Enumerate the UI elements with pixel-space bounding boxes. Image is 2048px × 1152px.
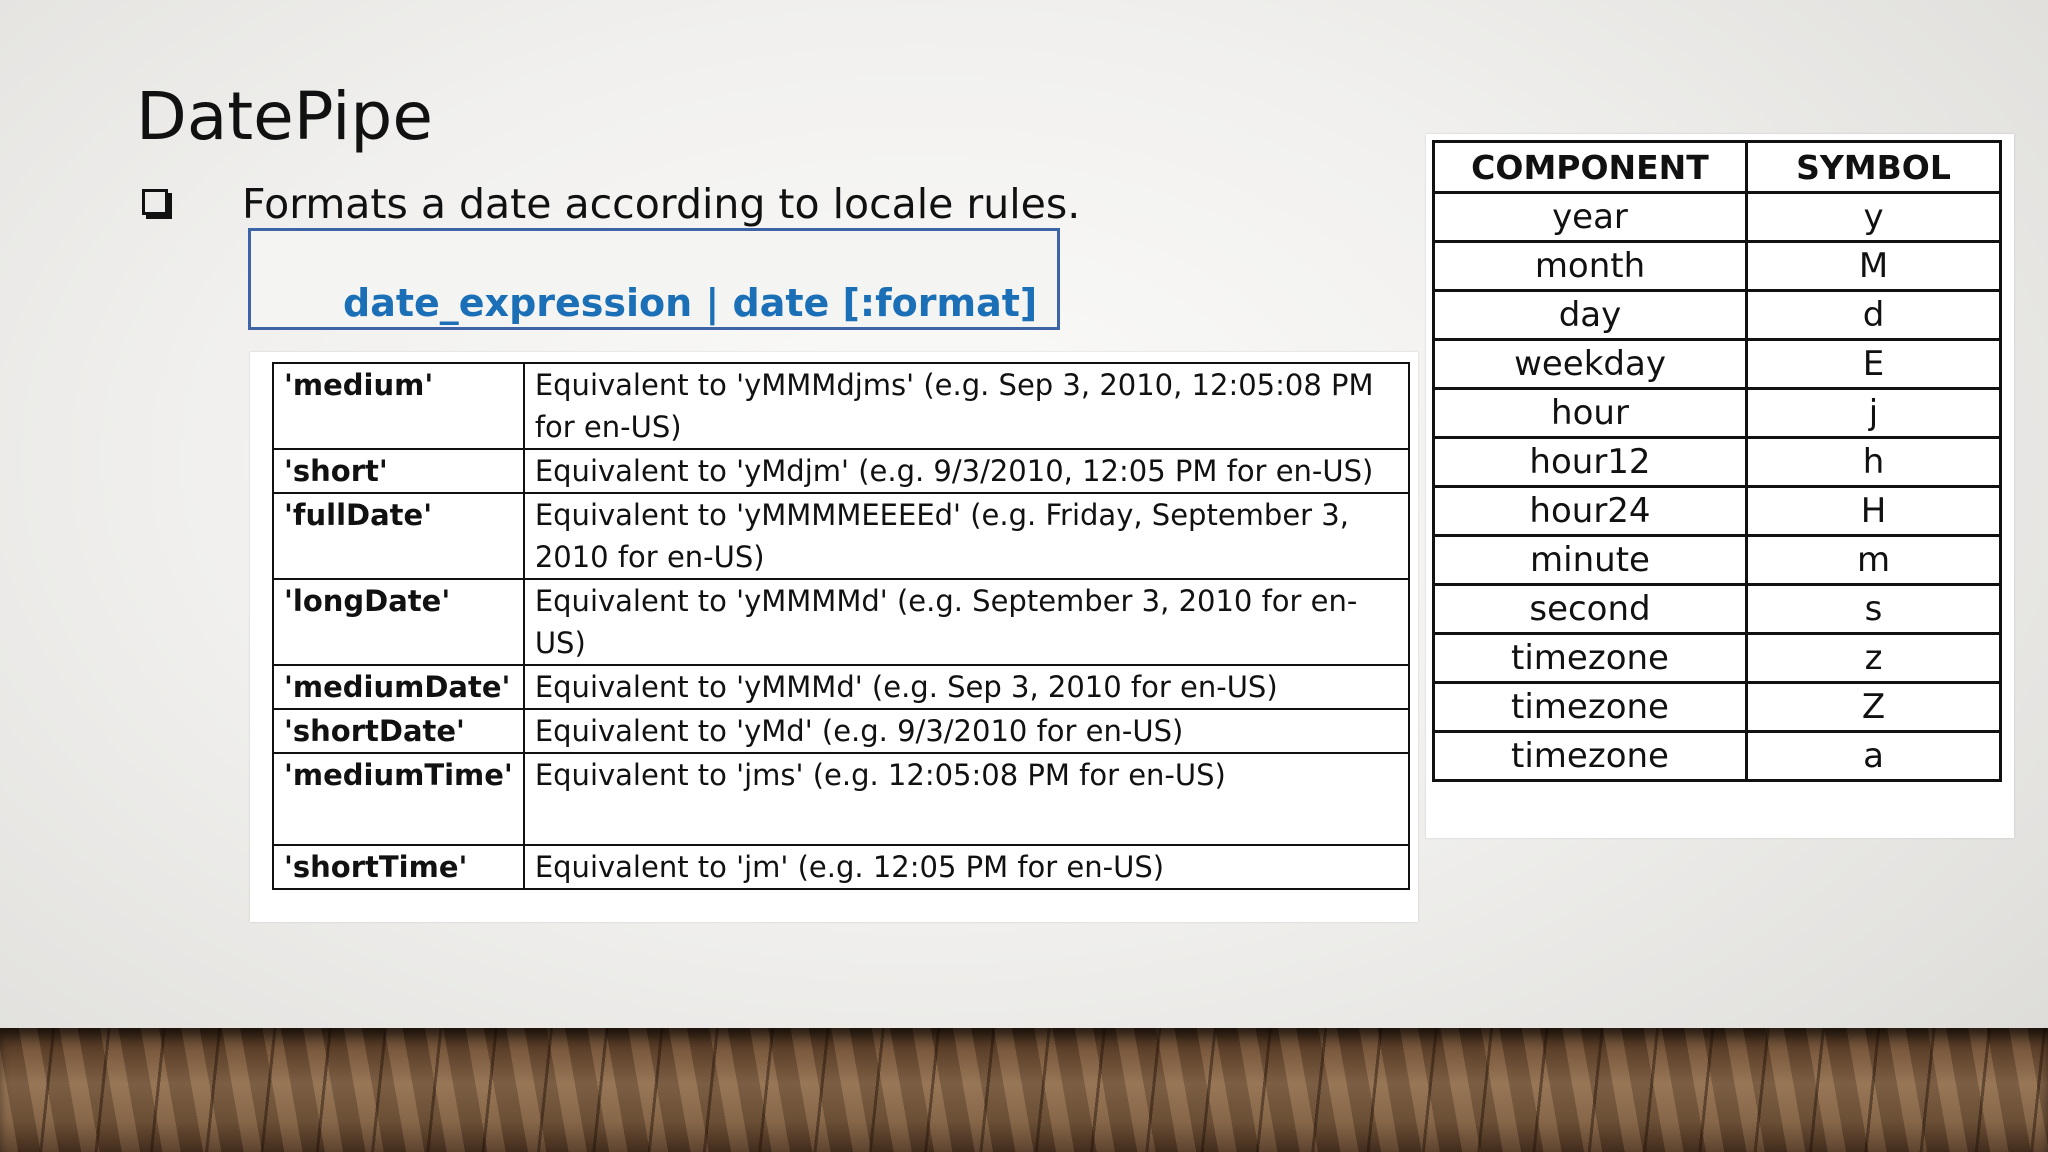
header-symbol: SYMBOL [1747, 142, 2001, 193]
symbol-cell: Z [1747, 683, 2001, 732]
format-description: Equivalent to 'yMMMMd' (e.g. September 3, 2010 for en-US) [524, 579, 1409, 665]
symbol-cell: M [1747, 242, 2001, 291]
bullet-text: Formats a date according to locale rules. [242, 180, 1081, 228]
symbols-table-panel [1426, 134, 2014, 838]
format-description: Equivalent to 'yMMMdjms' (e.g. Sep 3, 2010, 12:05:08 PM for en-US) [524, 363, 1409, 449]
component-cell: timezone [1434, 634, 1747, 683]
format-key: 'mediumDate' [273, 665, 524, 709]
symbol-cell: m [1747, 536, 2001, 585]
symbol-cell: d [1747, 291, 2001, 340]
wood-floor-background [0, 1028, 2048, 1152]
component-cell: weekday [1434, 340, 1747, 389]
format-key: 'shortTime' [273, 845, 524, 889]
component-cell: hour24 [1434, 487, 1747, 536]
formats-table [272, 362, 1410, 890]
component-cell: month [1434, 242, 1747, 291]
table-row [1434, 585, 2001, 634]
component-cell: minute [1434, 536, 1747, 585]
table-row [1434, 536, 2001, 585]
table-row [273, 363, 1409, 449]
table-header-row [1434, 142, 2001, 193]
format-key: 'short' [273, 449, 524, 493]
table-row [1434, 242, 2001, 291]
format-description: Equivalent to 'yMMMMEEEEd' (e.g. Friday, September 3, 2010 for en-US) [524, 493, 1409, 579]
format-key: 'shortDate' [273, 709, 524, 753]
table-row [1434, 634, 2001, 683]
symbols-table [1432, 140, 2002, 782]
table-row [273, 753, 1409, 845]
table-row [273, 449, 1409, 493]
table-row [1434, 193, 2001, 242]
component-cell: day [1434, 291, 1747, 340]
table-row [1434, 683, 2001, 732]
table-row [1434, 732, 2001, 781]
table-row [1434, 487, 2001, 536]
component-cell: hour [1434, 389, 1747, 438]
component-cell: year [1434, 193, 1747, 242]
format-key: 'longDate' [273, 579, 524, 665]
formats-table-panel [250, 352, 1418, 922]
table-row [273, 845, 1409, 889]
slide-title: DatePipe [136, 78, 433, 155]
header-component: COMPONENT [1434, 142, 1747, 193]
format-key: 'medium' [273, 363, 524, 449]
symbol-cell: E [1747, 340, 2001, 389]
symbol-cell: j [1747, 389, 2001, 438]
table-row [1434, 438, 2001, 487]
format-key: 'mediumTime' [273, 753, 524, 845]
table-row [1434, 389, 2001, 438]
symbol-cell: s [1747, 585, 2001, 634]
syntax-text: date_expression | date [:format] [343, 281, 1038, 325]
component-cell: hour12 [1434, 438, 1747, 487]
syntax-box [248, 228, 1060, 330]
format-description: Equivalent to 'yMMMd' (e.g. Sep 3, 2010 for en-US) [524, 665, 1409, 709]
format-key: 'fullDate' [273, 493, 524, 579]
table-row [1434, 340, 2001, 389]
table-row [273, 709, 1409, 753]
format-description: Equivalent to 'jms' (e.g. 12:05:08 PM for en-US) [524, 753, 1409, 845]
table-row [273, 579, 1409, 665]
square-bullet-icon [142, 189, 168, 215]
format-description: Equivalent to 'jm' (e.g. 12:05 PM for en-US) [524, 845, 1409, 889]
symbol-cell: y [1747, 193, 2001, 242]
table-row [1434, 291, 2001, 340]
component-cell: second [1434, 585, 1747, 634]
symbol-cell: H [1747, 487, 2001, 536]
format-description: Equivalent to 'yMdjm' (e.g. 9/3/2010, 12:05 PM for en-US) [524, 449, 1409, 493]
component-cell: timezone [1434, 732, 1747, 781]
symbol-cell: a [1747, 732, 2001, 781]
symbol-cell: z [1747, 634, 2001, 683]
format-description: Equivalent to 'yMd' (e.g. 9/3/2010 for en-US) [524, 709, 1409, 753]
symbol-cell: h [1747, 438, 2001, 487]
component-cell: timezone [1434, 683, 1747, 732]
table-row [273, 665, 1409, 709]
table-row [273, 493, 1409, 579]
